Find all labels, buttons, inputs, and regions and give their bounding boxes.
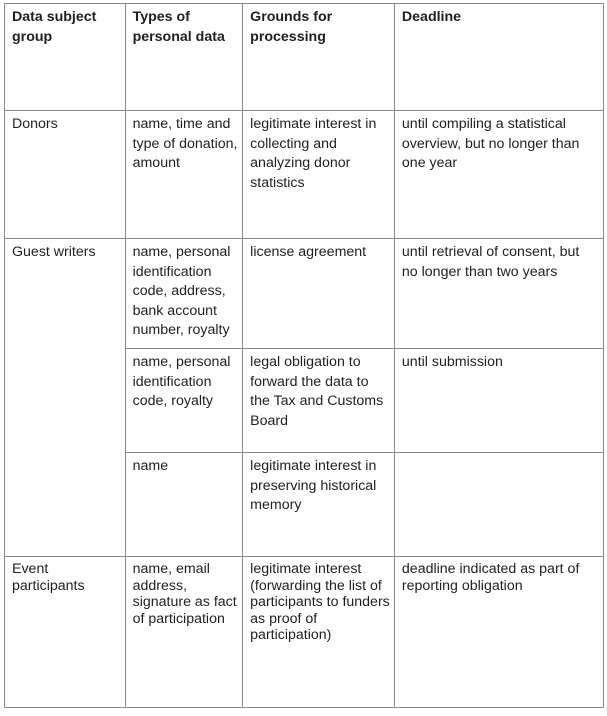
table-row-event-participants: [5, 557, 604, 708]
cell-grounds-guest-writers-1: license agreement: [243, 239, 395, 349]
cell-grounds-guest-writers-2: legal obligation to forward the data to the Tax and Customs Board: [243, 349, 395, 453]
header-grounds-for-processing: Grounds for processing: [243, 4, 395, 111]
cell-grounds-guest-writers-3: legitimate interest in preserving historical memory: [243, 453, 395, 557]
cell-deadline-guest-writers-1: until retrieval of consent, but no longer than two years: [394, 239, 603, 349]
cell-types-guest-writers-3: name: [125, 453, 243, 557]
data-processing-table: [4, 3, 604, 708]
cell-grounds-donors: legitimate interest in collecting and analyzing donor statistics: [243, 111, 395, 239]
cell-group-donors: Donors: [5, 111, 126, 239]
cell-group-guest-writers: Guest writers: [5, 239, 126, 557]
cell-types-guest-writers-2: name, personal identification code, royalty: [125, 349, 243, 453]
table-row-donors: [5, 111, 604, 239]
cell-deadline-event-participants: deadline indicated as part of reporting obligation: [394, 557, 603, 708]
header-data-subject-group: Data subject group: [5, 4, 126, 111]
cell-grounds-event-participants: legitimate interest (forwarding the list of participants to funders as proof of participation): [243, 557, 395, 708]
cell-deadline-guest-writers-2: until submission: [394, 349, 603, 453]
cell-types-guest-writers-1: name, personal identification code, address, bank account number, royalty: [125, 239, 243, 349]
cell-deadline-guest-writers-3: [394, 453, 603, 557]
header-deadline: Deadline: [394, 4, 603, 111]
header-types-of-personal-data: Types of personal data: [125, 4, 243, 111]
cell-types-event-participants: name, email address, signature as fact of participation: [125, 557, 243, 708]
cell-types-donors: name, time and type of donation, amount: [125, 111, 243, 239]
table-row-guest-writers-1: [5, 239, 604, 349]
cell-group-event-participants: Event participants: [5, 557, 126, 708]
table-header-row: [5, 4, 604, 111]
cell-deadline-donors: until compiling a statistical overview, but no longer than one year: [394, 111, 603, 239]
